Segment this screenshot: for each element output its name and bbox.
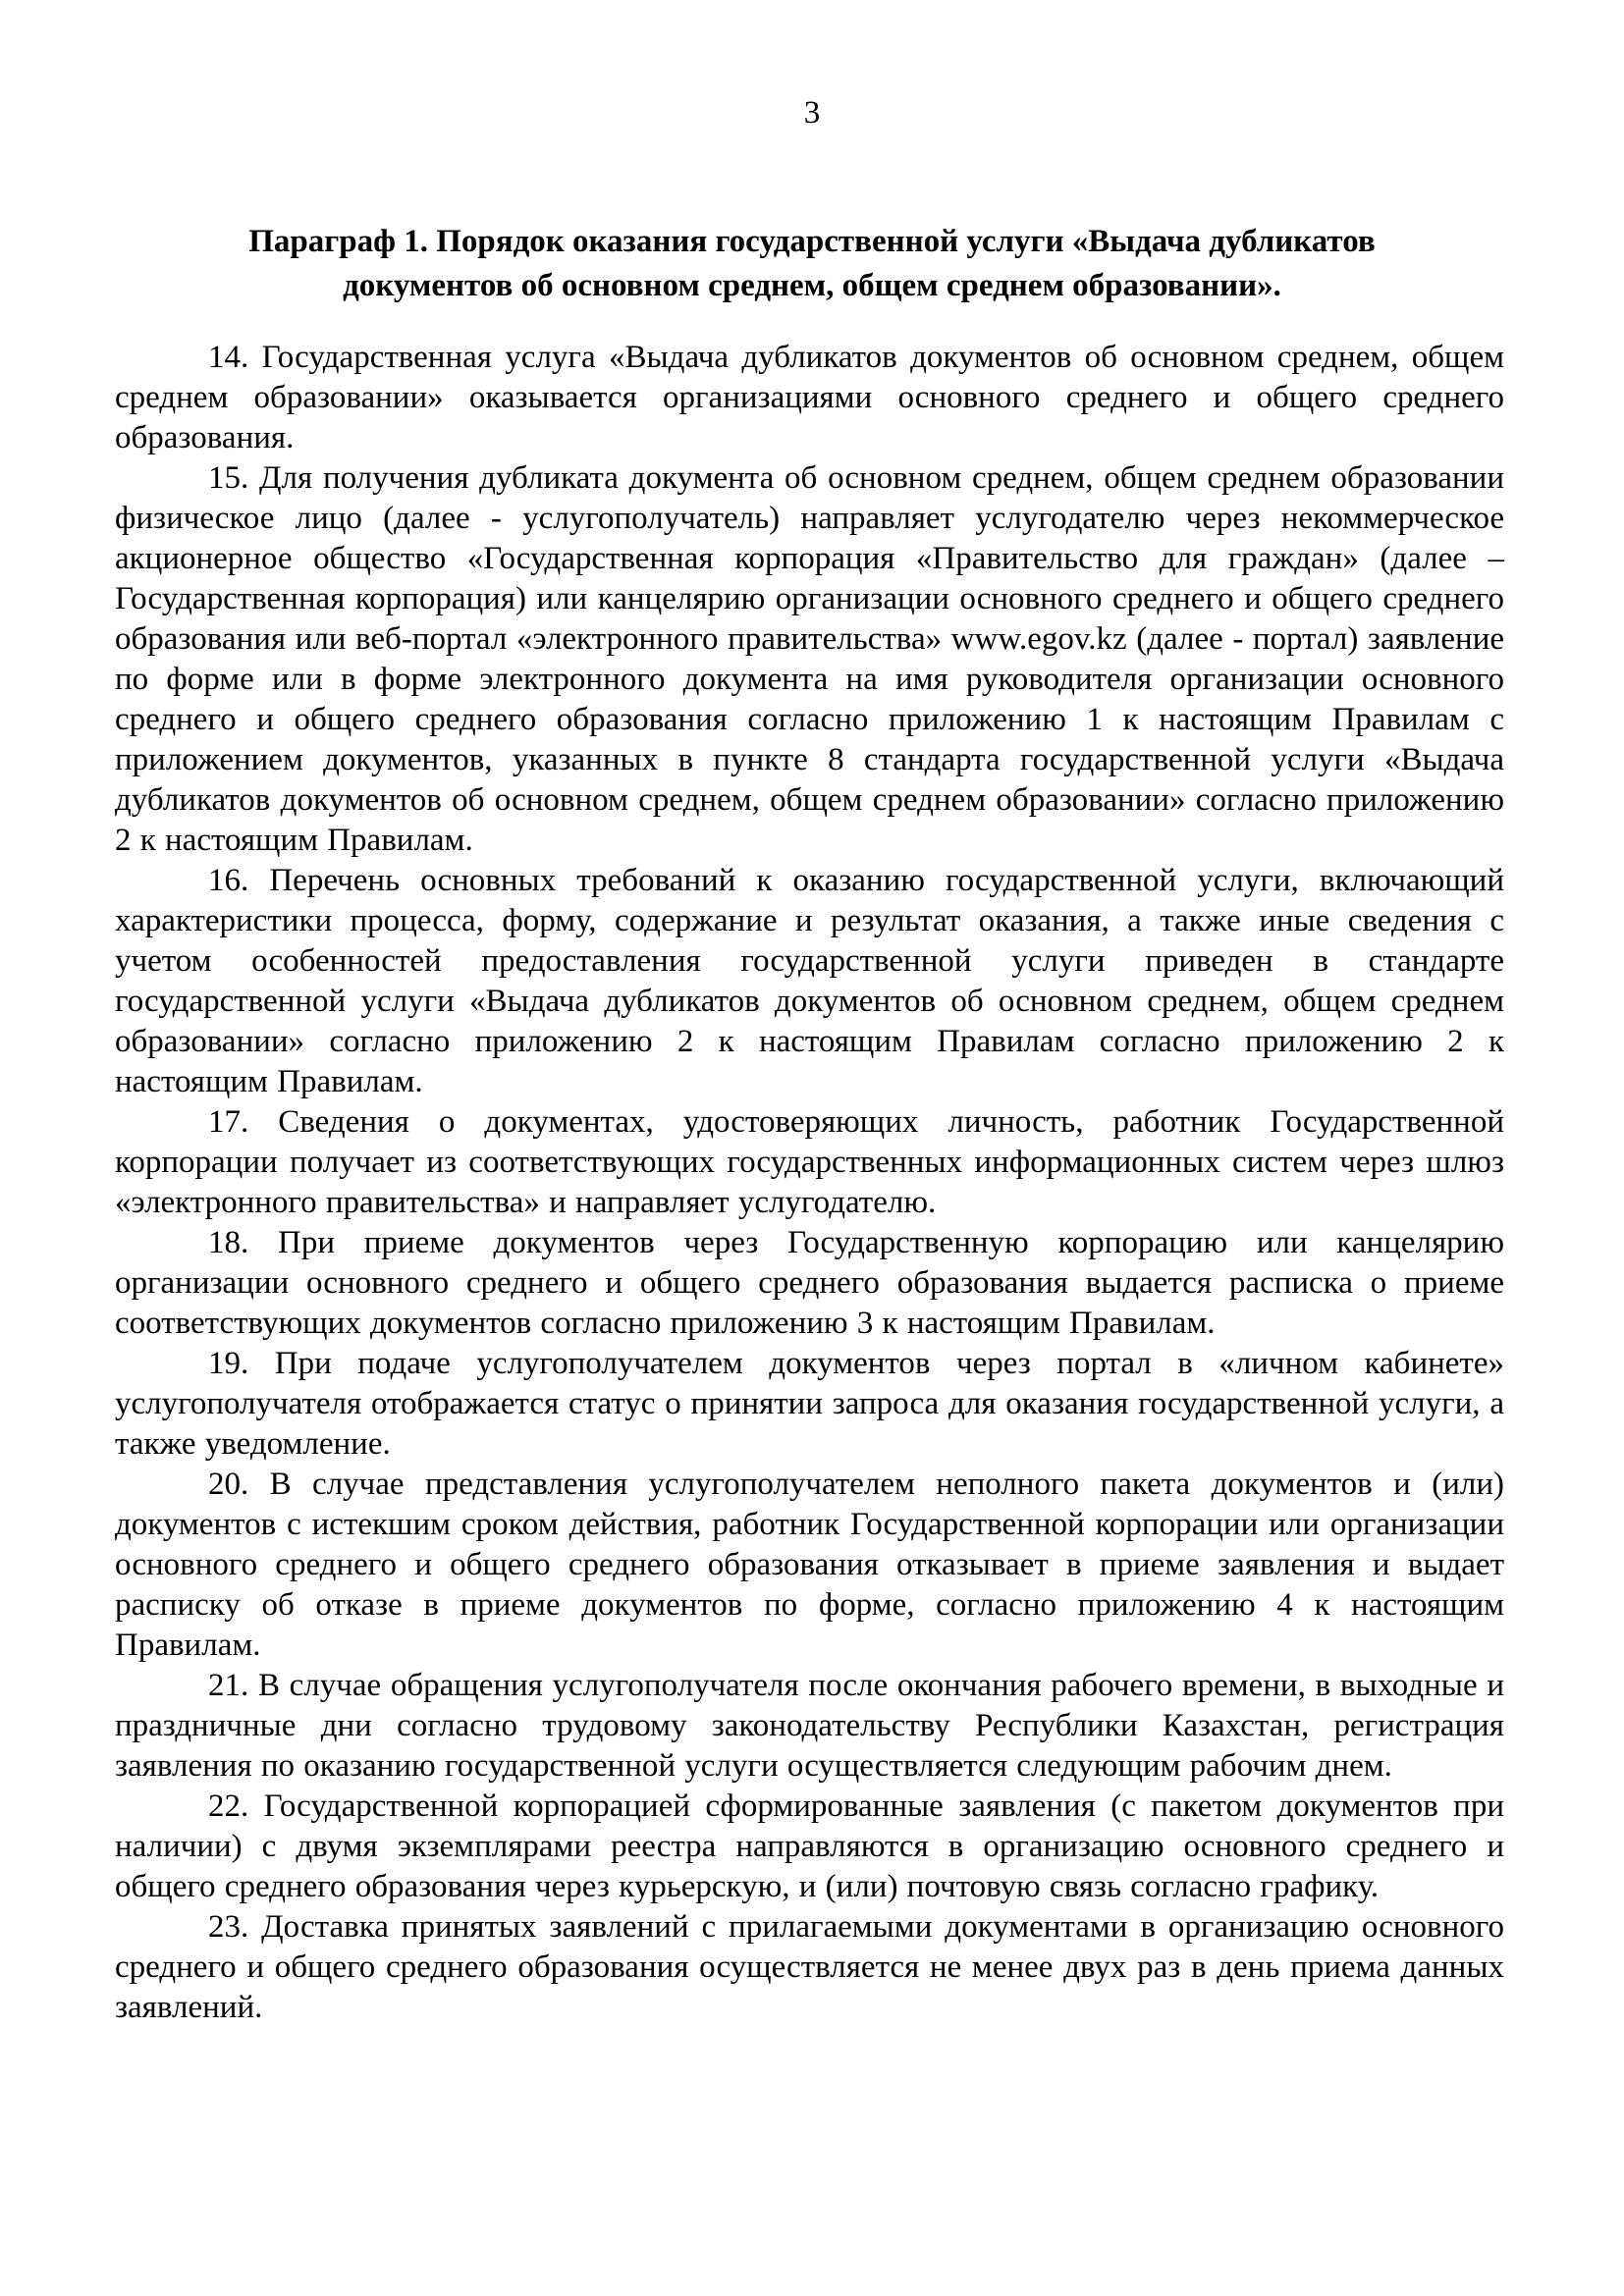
paragraph-23: 23. Доставка принятых заявлений с прилагаемыми документами в организацию основного среднего и общего среднего образования осуществляется не менее двух раз в день приема данных заявлений. xyxy=(115,1909,1504,2025)
paragraph-17: 17. Сведения о документах, удостоверяющих личность, работник Государственной корпорации получает из соответствующих государственных информационных систем через шлюз «электронного правительства» и направляет услугодателю. xyxy=(115,1104,1504,1220)
paragraph-19: 19. При подаче услугополучателем документов через портал в «личном кабинете» услугополучателя отображается статус о принятии запроса для оказания государственной услуги, а также уведомление. xyxy=(115,1346,1504,1462)
paragraph-18: 18. При приеме документов через Государственную корпорацию или канцелярию организации основного среднего и общего среднего образования выдается расписка о приеме соответствующих документов согласно приложению 3 к настоящим Правилам. xyxy=(115,1225,1504,1341)
paragraph-21: 21. В случае обращения услугополучателя после окончания рабочего времени, в выходные и праздничные дни согласно трудовому законодательству Республики Казахстан, регистрация заявления по оказанию государственной услуги осуществляется следующим рабочим днем. xyxy=(115,1668,1504,1784)
paragraph-22: 22. Государственной корпорацией сформированные заявления (с пакетом документов при наличии) с двумя экземплярами реестра направляются в организацию основного среднего и общего среднего образования через курьерскую, и (или) почтовую связь согласно графику. xyxy=(115,1789,1504,1904)
paragraph-14: 14. Государственная услуга «Выдача дубликатов документов об основном среднем, общем среднем образовании» оказывается организациями основного среднего и общего среднего образования. xyxy=(115,340,1504,455)
section-heading: Параграф 1. Порядок оказания государственной услуги «Выдача дубликатов документов об основном среднем, общем среднем образовании». xyxy=(248,224,1376,303)
document-body xyxy=(115,338,1504,2028)
paragraph-15: 15. Для получения дубликата документа об основном среднем, общем среднем образовании физическое лицо (далее - услугополучатель) направляет услугодателю через некоммерческое акционерное общество «Государственная корпорация «Правительство для граждан» (далее – Государственная корпорация) или канцелярию организации основного среднего и общего среднего образования или веб-портал «электронного правительства» www.egov.kz (далее - портал) заявление по форме или в форме электронного документа на имя руководителя организации основного среднего и общего среднего образования согласно приложению 1 к настоящим Правилам с приложением документов, указанных в пункте 8 стандарта государственной услуги «Выдача дубликатов документов об основном среднем, общем среднем образовании» согласно приложению 2 к настоящим Правилам. xyxy=(115,460,1504,858)
page-number: 3 xyxy=(803,95,821,131)
paragraph-20: 20. В случае представления услугополучателем неполного пакета документов и (или) документов с истекшим сроком действия, работник Государственной корпорации или организации основного среднего и общего среднего образования отказывает в приеме заявления и выдает расписку об отказе в приеме документов по форме, согласно приложению 4 к настоящим Правилам. xyxy=(115,1467,1504,1663)
paragraph-16: 16. Перечень основных требований к оказанию государственной услуги, включающий характеристики процесса, форму, содержание и результат оказания, а также иные сведения с учетом особенностей предоставления государственной услуги приведен в стандарте государственной услуги «Выдача дубликатов документов об основном среднем, общем среднем образовании» согласно приложению 2 к настоящим Правилам согласно приложению 2 к настоящим Правилам. xyxy=(115,863,1504,1099)
